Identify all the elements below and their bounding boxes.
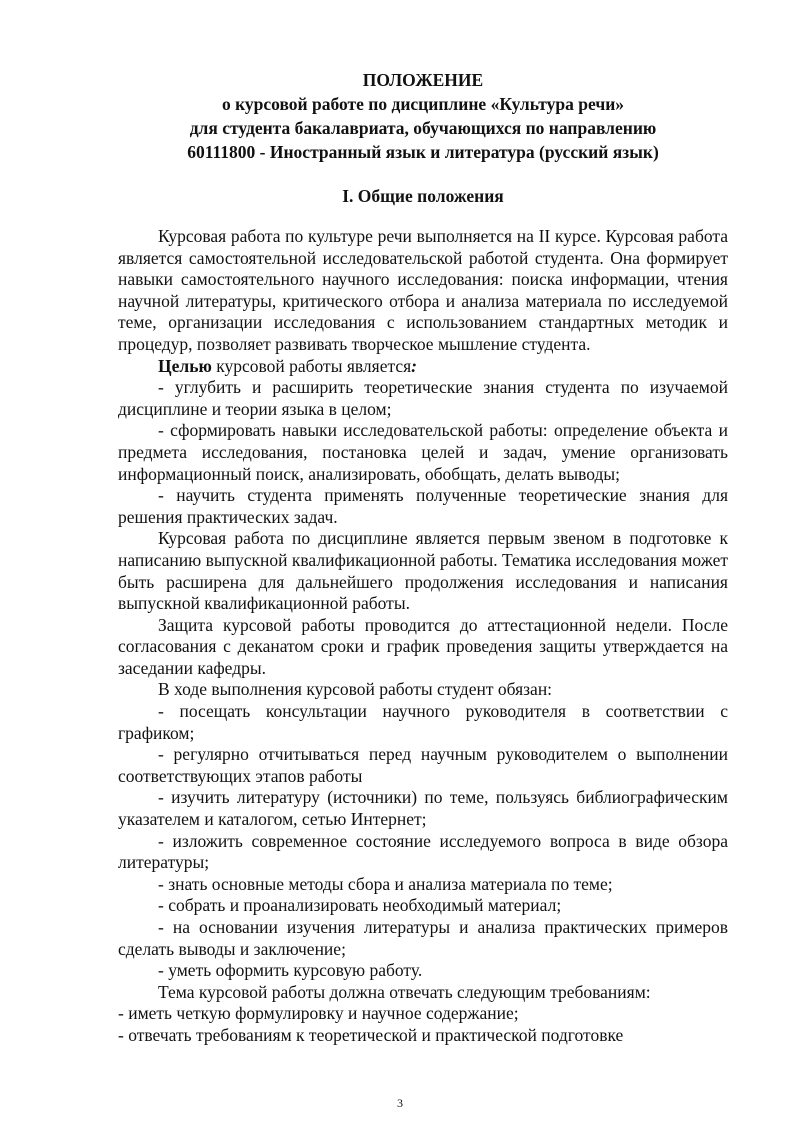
- requirement-item: - отвечать требованиям к теоретической и практической подготовке: [118, 1024, 624, 1045]
- duty-item: - знать основные методы сбора и анализа материала по теме;: [158, 873, 613, 894]
- goal-lead-text: курсовой работы является: [211, 355, 412, 376]
- paragraph-duties-lead: В ходе выполнения курсовой работы студент обязан:: [158, 679, 553, 700]
- paragraph-defense: Защита курсовой работы проводится до аттестационной недели. После согласования с деканатом сроки и график проведения защиты утверждается на заседании кафедры.: [118, 614, 728, 678]
- doc-subtitle-line-1: о курсовой работе по дисциплине «Культура речи»: [221, 94, 625, 114]
- duty-item: - уметь оформить курсовую работу.: [158, 960, 423, 981]
- goal-item: - научить студента применять полученные теоретические знания для решения практических задач.: [118, 485, 728, 527]
- section-heading: I. Общие положения: [342, 186, 504, 206]
- paragraph-topic-requirements: Тема курсовой работы должна отвечать следующим требованиям:: [158, 981, 651, 1002]
- requirement-item: - иметь четкую формулировку и научное содержание;: [118, 1003, 519, 1024]
- document-page: [118, 68, 728, 1047]
- duty-item: - регулярно отчитываться перед научным руководителем о выполнении соответствующих этапов работы: [118, 744, 728, 786]
- paragraph-first-link: Курсовая работа по дисциплине является первым звеном в подготовке к написанию выпускной квалификационной работы. Тематика исследования может быть расширена для дальнейшего продолжения исследования и написания выпускной квалификационной работы.: [118, 528, 728, 614]
- goal-item: - сформировать навыки исследовательской работы: определение объекта и предмета исследования, постановка целей и задач, умение организовать информационный поиск, анализировать, обобщать, делать выводы;: [118, 420, 728, 484]
- duty-item: - изучить литературу (источники) по теме, пользуясь библиографическим указателем и каталогом, сетью Интернет;: [118, 787, 728, 830]
- doc-title: ПОЛОЖЕНИЕ: [362, 70, 484, 90]
- paragraph-goal-lead: [118, 356, 728, 378]
- duty-item: - изложить современное состояние исследуемого вопроса в виде обзора литературы;: [118, 830, 728, 873]
- goal-item: - углубить и расширить теоретические знания студента по изучаемой дисциплине и теории языка в целом;: [118, 377, 728, 419]
- doc-subtitle-line-2: для студента бакалавриата, обучающихся по направлению: [189, 118, 657, 138]
- doc-subtitle-line-3: 60111800 - Иностранный язык и литература (русский язык): [187, 142, 659, 162]
- paragraph-intro: Курсовая работа по культуре речи выполняется на II курсе. Курсовая работа является самостоятельной исследовательской работой студента. Она формирует навыки самостоятельного научного исследования: поиска информации, чтения научной литературы, критического отбора и анализа материала по исследуемой теме, организации исследования с использованием стандартных методик и процедур, позволяет развивать творческое мышление студента.: [118, 226, 728, 354]
- goal-keyword: Целью: [158, 355, 212, 376]
- goal-colon: :: [411, 355, 417, 376]
- page-number: 3: [397, 1096, 403, 1110]
- duty-item: - собрать и проанализировать необходимый материал;: [158, 895, 562, 916]
- duty-item: - посещать консультации научного руководителя в соответствии с графиком;: [118, 701, 728, 743]
- duty-item: - на основании изучения литературы и анализа практических примеров сделать выводы и заключение;: [118, 917, 728, 959]
